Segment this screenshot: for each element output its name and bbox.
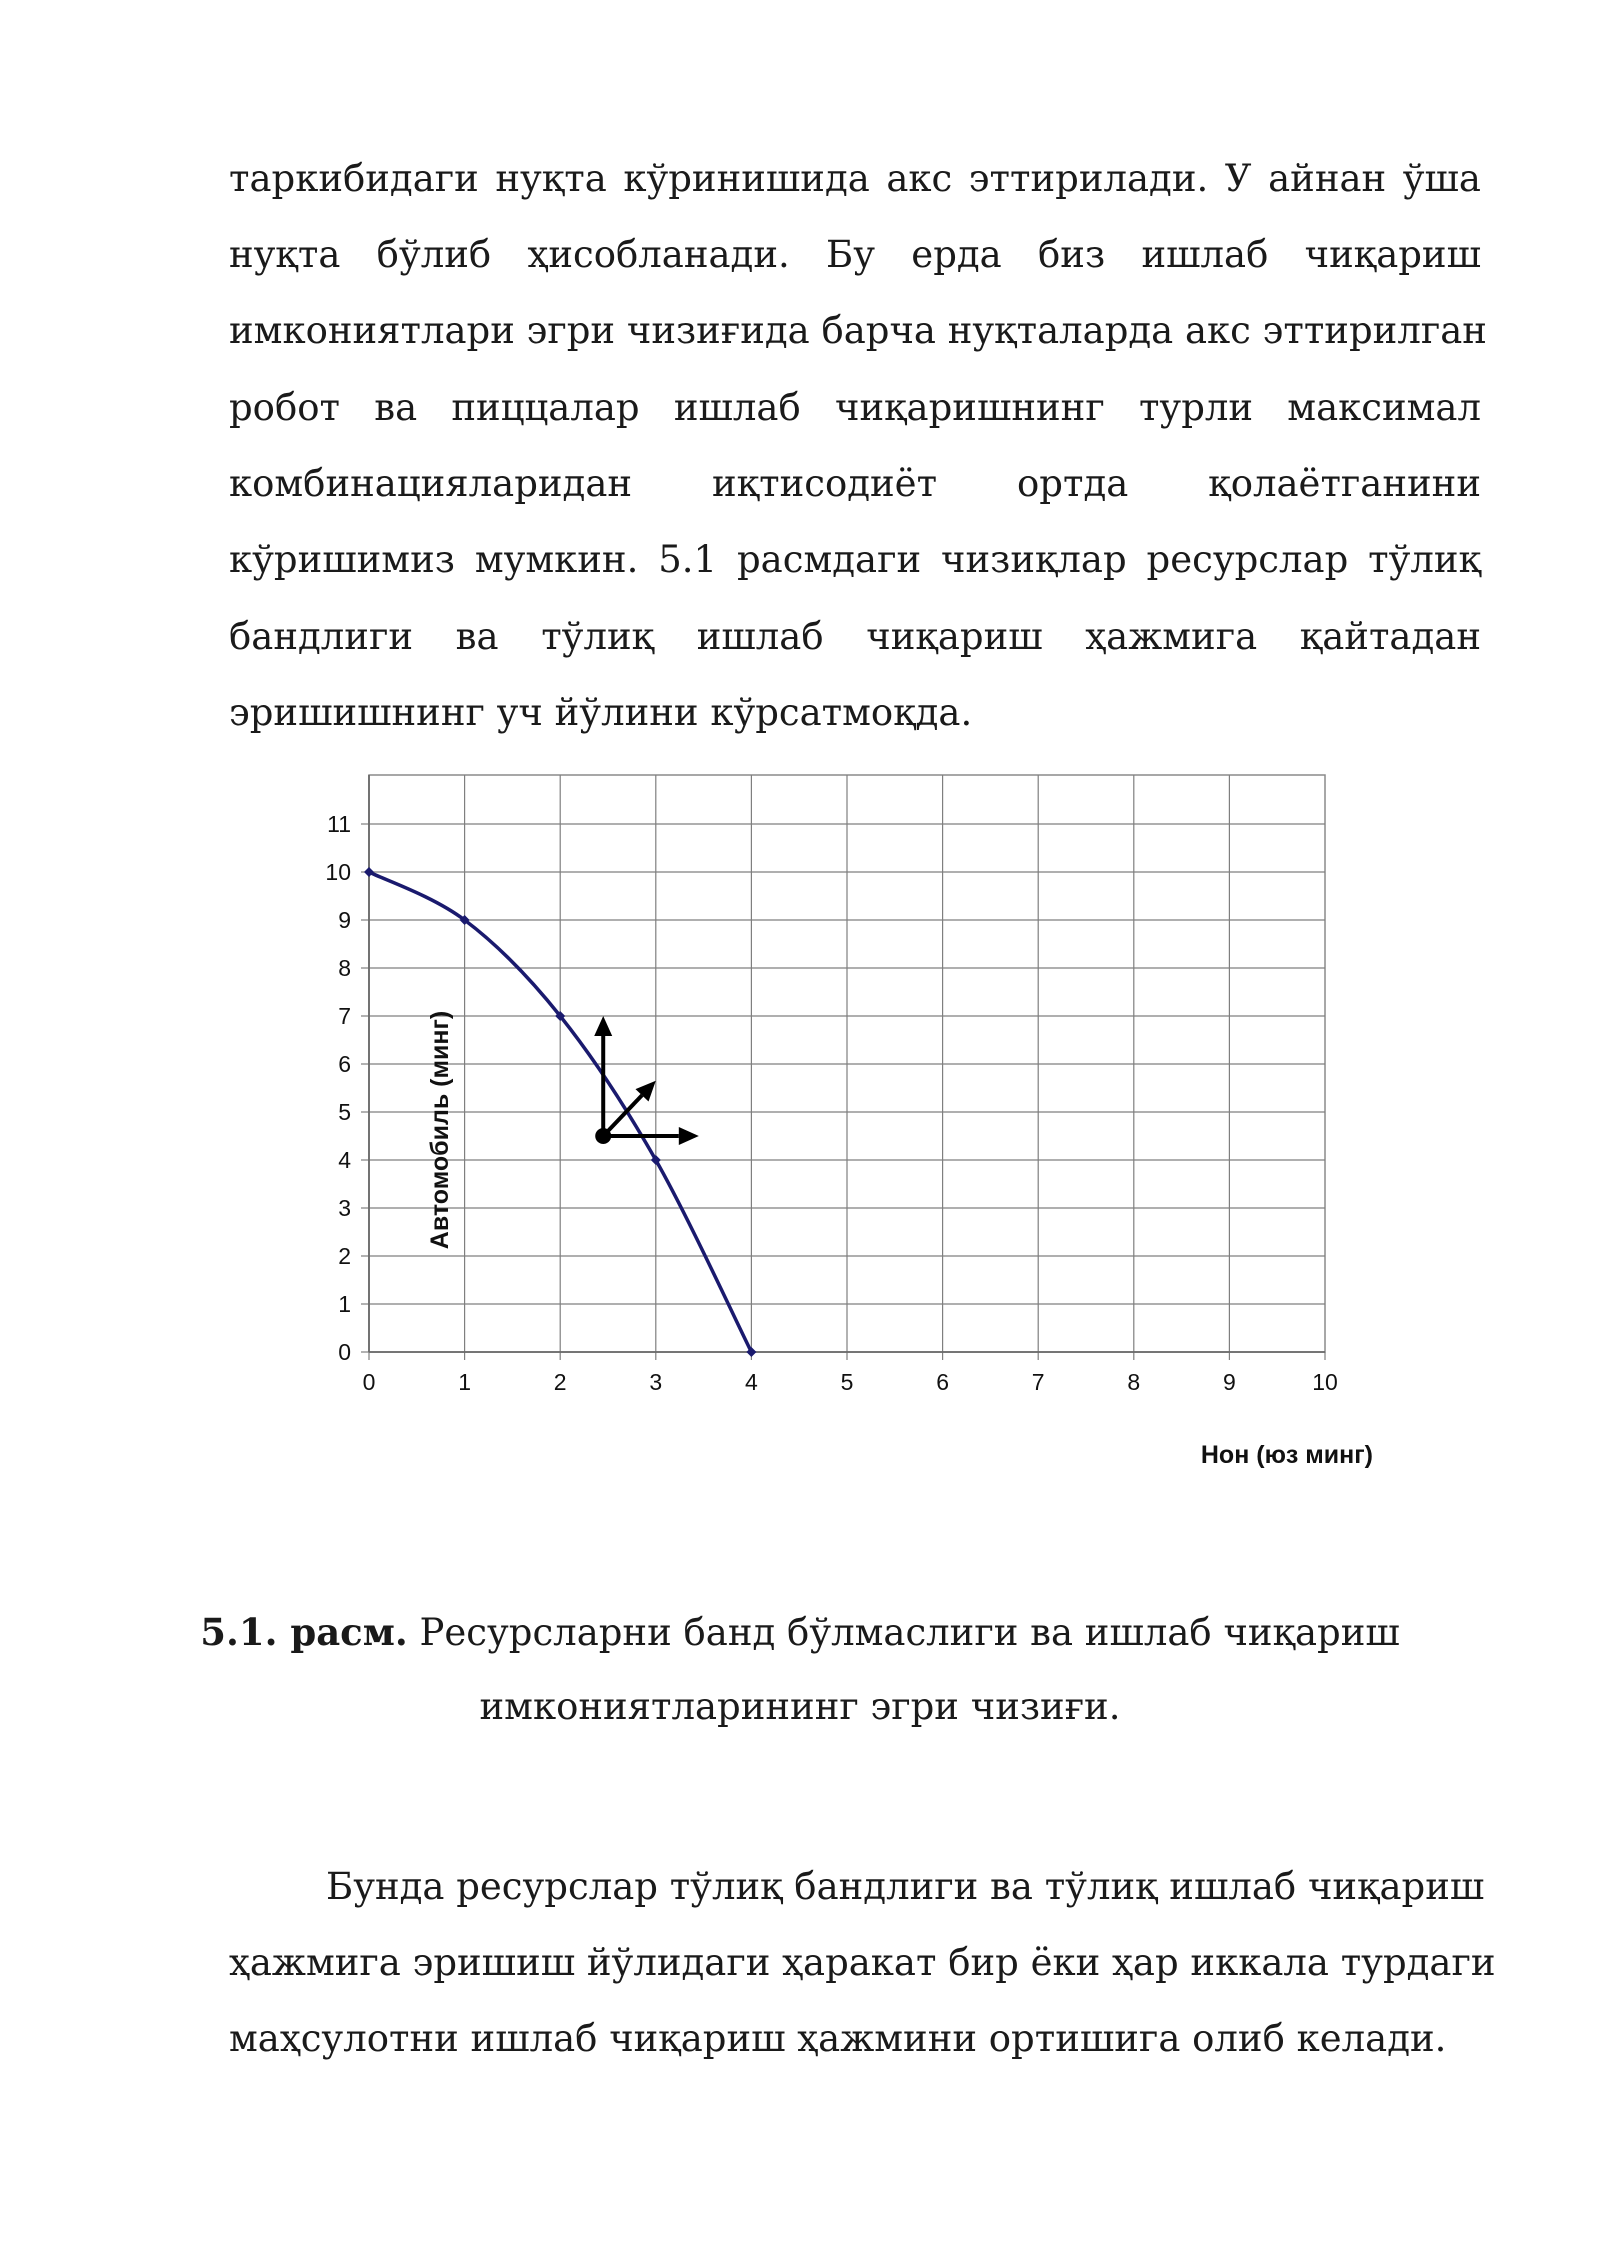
arrow-right-head bbox=[679, 1127, 699, 1145]
figure-caption-line2: имкониятларининг эгри чизиғи. bbox=[479, 1685, 1121, 1728]
y-tick-label: 11 bbox=[327, 811, 351, 837]
y-tick-label: 1 bbox=[338, 1291, 351, 1317]
x-tick-label: 10 bbox=[1312, 1369, 1338, 1395]
paragraph-line: кўришимиз мумкин. 5.1 расмдаги чизиқлар ресурслар тўлиқ bbox=[229, 538, 1481, 581]
x-tick-label: 2 bbox=[553, 1369, 567, 1395]
paragraph-line: имкониятлари эгри чизиғида барча нуқталарда акс эттирилган bbox=[229, 309, 1487, 352]
x-tick-label: 3 bbox=[649, 1369, 663, 1395]
x-tick-label: 9 bbox=[1223, 1369, 1236, 1395]
chart-grid bbox=[369, 775, 1325, 1352]
y-tick-label: 3 bbox=[338, 1195, 351, 1221]
x-tick-label: 7 bbox=[1031, 1369, 1045, 1395]
caption-label: 5.1. расм. bbox=[200, 1610, 408, 1654]
paragraph-line: бандлиги ва тўлиқ ишлаб чиқариш ҳажмига қайтадан bbox=[229, 615, 1481, 658]
paragraph-line: Бунда ресурслар тўлиқ бандлиги ва тўлиқ ишлаб чиқариш bbox=[326, 1865, 1485, 1908]
y-tick-label: 4 bbox=[338, 1147, 351, 1173]
paragraph-line: робот ва пиццалар ишлаб чиқаришнинг турли максимал bbox=[229, 386, 1481, 429]
y-tick-label: 0 bbox=[338, 1339, 351, 1365]
chart-arrows bbox=[594, 1016, 699, 1145]
arrow-up-head bbox=[594, 1016, 612, 1036]
x-tick-label: 0 bbox=[362, 1369, 376, 1395]
figure-caption bbox=[0, 1606, 1600, 1658]
x-axis-title: Нон (юз минг) bbox=[1200, 1441, 1373, 1469]
y-tick-label: 2 bbox=[338, 1243, 351, 1269]
paragraph-line: комбинацияларидан иқтисодиёт ортда қолаётганини bbox=[229, 462, 1481, 505]
paragraph-line: ҳажмига эришиш йўлидаги ҳаракат бир ёки ҳар иккала турдаги bbox=[229, 1941, 1496, 1984]
x-tick-label: 4 bbox=[745, 1369, 758, 1395]
y-axis-title: Автомобиль (минг) bbox=[426, 1010, 454, 1250]
paragraph-line: маҳсулотни ишлаб чиқариш ҳажмини ортишига олиб келади. bbox=[229, 2017, 1447, 2060]
paragraph-line: эришишнинг уч йўлини кўрсатмоқда. bbox=[229, 691, 973, 734]
chart-axes bbox=[361, 775, 1325, 1360]
chart-tick-labels bbox=[325, 811, 1337, 1395]
y-tick-label: 10 bbox=[325, 859, 351, 885]
paragraph-line: нуқта бўлиб ҳисобланади. Бу ерда биз ишлаб чиқариш bbox=[229, 233, 1481, 276]
x-tick-label: 1 bbox=[458, 1369, 471, 1395]
x-tick-label: 8 bbox=[1127, 1369, 1141, 1395]
y-tick-label: 5 bbox=[338, 1099, 351, 1125]
annotation-point bbox=[595, 1128, 611, 1144]
x-tick-label: 5 bbox=[840, 1369, 854, 1395]
y-tick-label: 7 bbox=[338, 1003, 351, 1029]
y-tick-label: 9 bbox=[338, 907, 351, 933]
y-tick-label: 8 bbox=[338, 955, 351, 981]
caption-text-line1: Ресурсларни банд бўлмаслиги ва ишлаб чиқариш bbox=[407, 1611, 1400, 1654]
paragraph-line: таркибидаги нуқта кўринишида акс эттирилади. У айнан ўша bbox=[229, 157, 1481, 200]
y-tick-label: 6 bbox=[338, 1051, 351, 1077]
x-tick-label: 6 bbox=[936, 1369, 949, 1395]
